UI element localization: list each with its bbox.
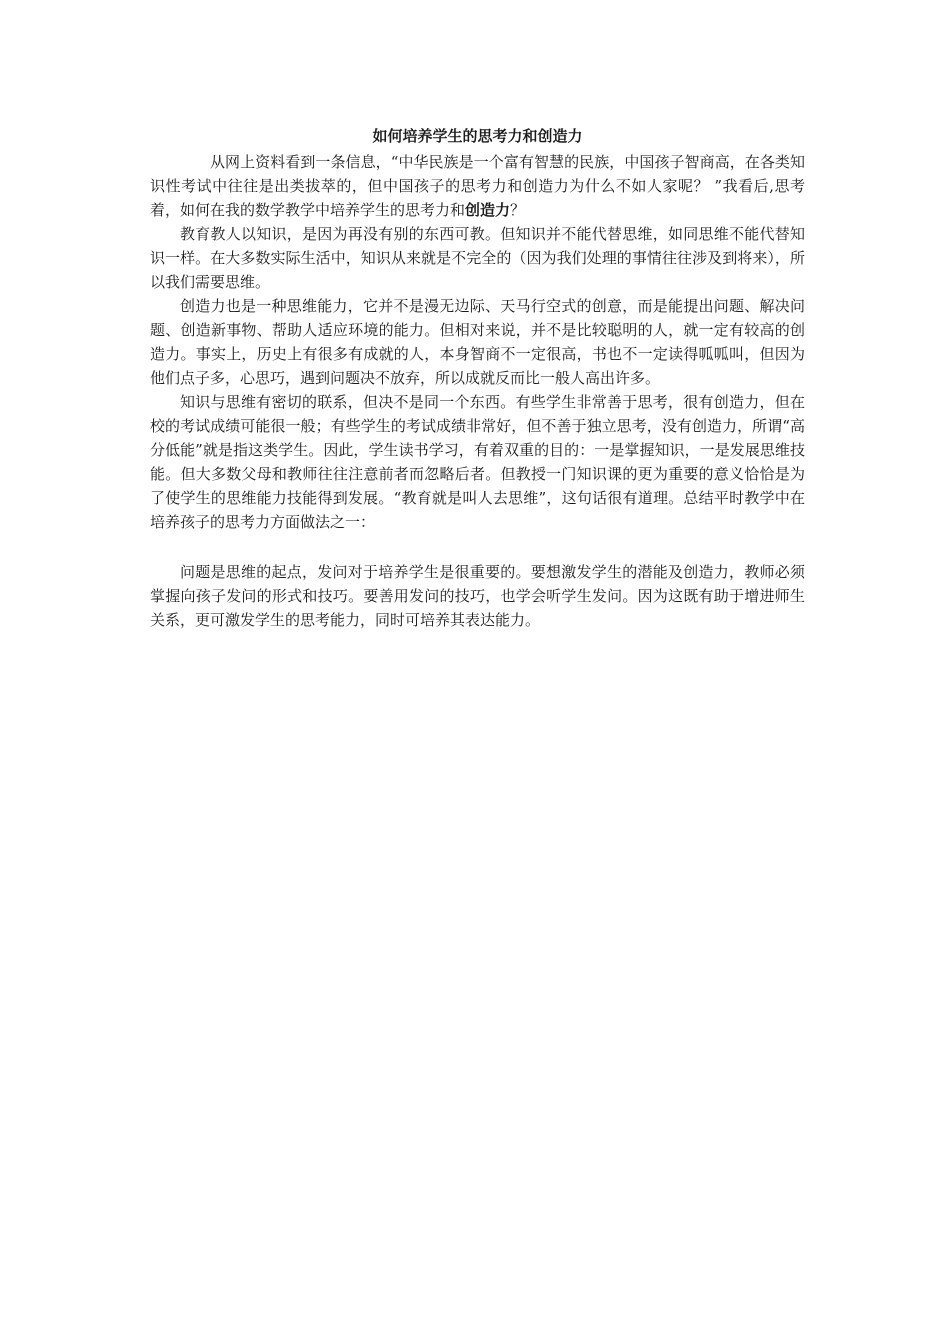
paragraph-knowledge: 教育教人以知识，是因为再没有别的东西可教。但知识并不能代替思维，如同思维不能代替知识一样。在大多数实际生活中，知识从来就是不完全的（因为我们处理的事情往往涉及到将来），所以我们需要思维。 xyxy=(150,225,805,291)
intro-paragraph xyxy=(150,150,805,222)
document-page xyxy=(150,124,805,632)
paragraph-gap xyxy=(150,534,805,560)
paragraph-creativity: 创造力也是一种思维能力，它并不是漫无边际、天马行空式的创意，而是能提出问题、解决问题、创造新事物、帮助人适应环境的能力。但相对来说，并不是比较聪明的人，就一定有较高的创造力。事实上，历史上有很多有成就的人，本身智商不一定很高，书也不一定读得呱呱叫，但因为他们点子多，心思巧，遇到问题决不放弃，所以成就反而比一般人高出许多。 xyxy=(150,297,805,387)
document-title: 如何培养学生的思考力和创造力 xyxy=(372,127,583,145)
intro-text: 从网上资料看到一条信息，“中华民族是一个富有智慧的民族，中国孩子智商高，在各类知识性考试中往往是出类拔萃的，但中国孩子的思考力和创造力为什么不如人家呢？ ”我看后,思考着，如何在我的数学教学中培养学生的思考力和 xyxy=(150,153,805,219)
intro-text-end: ？ xyxy=(510,201,526,219)
paragraph-thinking: 知识与思维有密切的联系，但决不是同一个东西。有些学生非常善于思考，很有创造力，但在校的考试成绩可能很一般；有些学生的考试成绩非常好，但不善于独立思考，没有创造力，所谓“高分低能”就是指这类学生。因此，学生读书学习，有着双重的目的：一是掌握知识，一是发展思维技能。但大多数父母和教师往往注意前者而忽略后者。但教授一门知识课的更为重要的意义恰恰是为了使学生的思维能力技能得到发展。“教育就是叫人去思维”，这句话很有道理。总结平时教学中在培养孩子的思考力方面做法之一： xyxy=(150,393,805,531)
paragraph-questioning: 问题是思维的起点，发问对于培养学生是很重要的。要想激发学生的潜能及创造力，教师必须掌握向孩子发问的形式和技巧。要善用发问的技巧，也学会听学生发问。因为这既有助于增进师生关系，更可激发学生的思考能力，同时可培养其表达能力。 xyxy=(150,563,805,629)
intro-bold-term: 创造力 xyxy=(465,201,511,219)
